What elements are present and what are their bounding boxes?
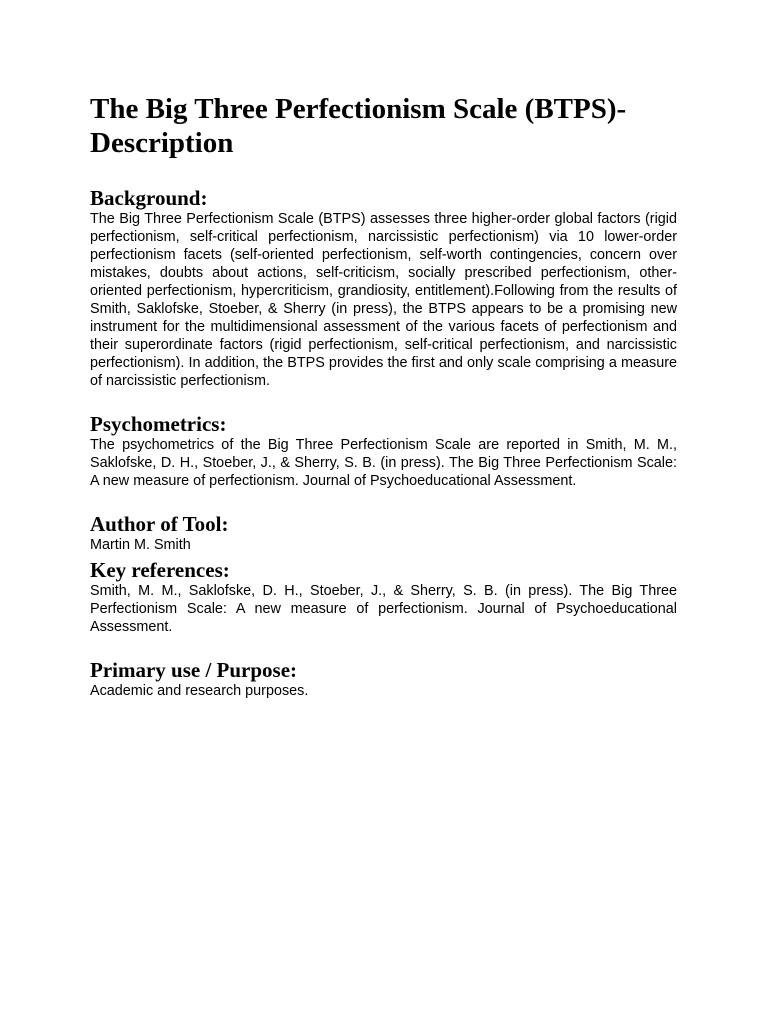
section-body-primary-use: Academic and research purposes. <box>90 683 309 699</box>
section-heading-author: Author of Tool: <box>90 512 229 536</box>
section-heading-key-references: Key references: <box>90 558 230 582</box>
section-heading-primary-use: Primary use / Purpose: <box>90 658 298 682</box>
section-body-psychometrics: The psychometrics of the Big Three Perfectionism Scale are reported in Smith, M. M., Saklofske, D. H., Stoeber, J., & Sherry, S. B. (in press). The Big Three Perfectionism Scale: A new measure of perfectionism. Journal of Psychoeducational Assessment. <box>90 437 677 489</box>
document-title: The Big Three Perfectionism Scale (BTPS)-Description <box>90 93 627 159</box>
section-background <box>90 186 677 390</box>
section-body-background: The Big Three Perfectionism Scale (BTPS) assesses three higher-order global factors (rigid perfectionism, self-critical perfectionism, narcissistic perfectionism) via 10 lower-order perfectionism facets (self-oriented perfectionism, self-worth contingencies, concern over mistakes, doubts about actions, self-criticism, socially prescribed perfectionism, other-oriented perfectionism, hypercriticism, grandiosity, entitlement).Following from the results of Smith, Saklofske, Stoeber, & Sherry (in press), the BTPS appears to be a promising new instrument for the multidimensional assessment of the various facets of perfectionism and their superordinate factors (rigid perfectionism, self-critical perfectionism, and narcissistic perfectionism). In addition, the BTPS provides the first and only scale comprising a measure of narcissistic perfectionism. <box>90 211 677 389</box>
section-body-key-references: Smith, M. M., Saklofske, D. H., Stoeber, J., & Sherry, S. B. (in press). The Big Three Perfectionism Scale: A new measure of perfectionism. Journal of Psychoeducational Assessment. <box>90 583 677 635</box>
section-key-references <box>90 558 677 636</box>
section-psychometrics <box>90 412 677 490</box>
section-spacer <box>90 390 677 412</box>
section-spacer <box>90 636 677 658</box>
section-primary-use <box>90 658 677 700</box>
document-page <box>90 92 677 700</box>
section-heading-psychometrics: Psychometrics: <box>90 412 227 436</box>
section-spacer <box>90 490 677 512</box>
section-author <box>90 512 677 554</box>
section-heading-background: Background: <box>90 186 208 210</box>
section-body-author: Martin M. Smith <box>90 537 191 553</box>
